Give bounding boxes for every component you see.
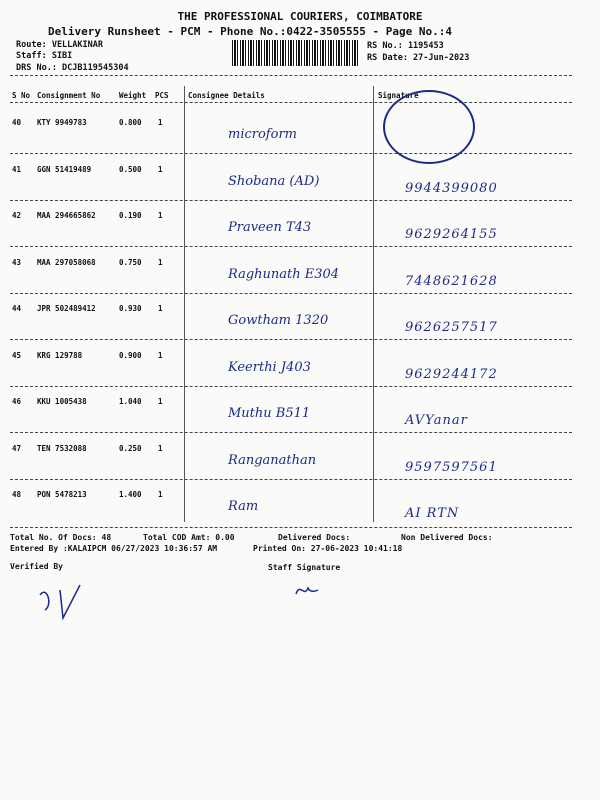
row-consignment: JPR 502489412	[37, 304, 96, 313]
row-signature: 9626257517	[405, 320, 498, 335]
column-header-rule	[10, 102, 572, 103]
header-rule	[10, 75, 572, 76]
row-sno: 43	[12, 257, 22, 267]
row-sno: 40	[12, 118, 22, 127]
row-pcs: 1	[158, 257, 163, 267]
col-consignee: Consignee Details	[188, 91, 265, 100]
row-pcs: 1	[158, 118, 163, 127]
row-consignment: KTY 9949783	[37, 118, 87, 127]
row-pcs: 1	[158, 164, 163, 174]
col-signature: Signature	[378, 91, 419, 100]
row-sno: 42	[12, 211, 22, 220]
row-sno: 45	[12, 350, 22, 360]
row-sno: 46	[12, 397, 22, 406]
col-pcs: PCS	[155, 91, 169, 100]
row-separator	[10, 479, 572, 480]
row-consignee: Muthu B511	[228, 406, 311, 421]
row-pcs: 1	[158, 490, 163, 499]
row-weight: 0.900	[119, 350, 142, 360]
row-weight: 0.190	[119, 211, 142, 220]
printed-on: Printed On: 27-06-2023 10:41:18	[253, 544, 403, 553]
row-sno: 47	[12, 443, 22, 453]
row-separator	[10, 200, 572, 201]
row-pcs: 1	[158, 304, 163, 313]
col-weight: Weight	[119, 91, 147, 100]
staff-signature-label: Staff Signature	[268, 563, 341, 572]
row-separator	[10, 153, 572, 154]
row-pcs: 1	[158, 443, 163, 453]
row-weight: 0.930	[119, 304, 142, 313]
entered-by: Entered By :KALAIPCM 06/27/2023 10:36:57 AM	[10, 544, 218, 553]
row-consignee: Keerthi J403	[228, 359, 311, 375]
row-signature: 9629264155	[405, 227, 498, 242]
row-consignee: microform	[228, 127, 297, 142]
row-pcs: 1	[158, 397, 163, 406]
non-delivered-docs: Non Delivered Docs:	[401, 533, 493, 542]
total-docs: Total No. Of Docs: 48	[10, 533, 112, 542]
row-consignee: Raghunath E304	[228, 266, 340, 282]
drs-number: DRS No.: DCJB119545304	[16, 63, 129, 73]
row-pcs: 1	[158, 350, 163, 360]
col-consignment: Consignment No	[37, 91, 101, 100]
row-weight: 1.040	[119, 397, 142, 406]
footer-rule	[10, 527, 572, 528]
row-consignee: Praveen T43	[228, 220, 312, 235]
row-consignment: KRG 129788	[37, 350, 83, 360]
row-signature: 9629244172	[405, 366, 498, 382]
row-separator	[10, 339, 572, 340]
row-consignee: Gowtham 1320	[228, 313, 329, 328]
row-signature: AI RTN	[405, 506, 460, 521]
row-separator	[10, 386, 572, 387]
row-weight: 0.250	[119, 443, 142, 453]
consignee-divider	[184, 86, 185, 522]
row-consignment: MAA 297058068	[37, 257, 96, 267]
row-signature: AVYanar	[405, 413, 468, 428]
row-signature: 9597597561	[405, 459, 498, 475]
row-separator	[10, 293, 572, 294]
rs-number: RS No.: 1195453	[367, 41, 444, 51]
row-sno: 41	[12, 164, 22, 174]
row-sno: 44	[12, 304, 22, 313]
delivered-docs: Delivered Docs:	[278, 533, 351, 542]
row-separator	[10, 246, 572, 247]
row-consignee: Ram	[228, 499, 259, 514]
row-consignment: PON 5478213	[37, 490, 87, 499]
company-title: THE PROFESSIONAL COURIERS, COIMBATORE	[177, 10, 423, 23]
rs-date: RS Date: 27-Jun-2023	[367, 53, 470, 63]
row-weight: 0.500	[119, 164, 142, 174]
runsheet-subtitle: Delivery Runsheet - PCM - Phone No.:0422-3505555 - Page No.:4	[48, 25, 452, 38]
row-weight: 0.800	[119, 118, 142, 127]
row-signature: 9944399080	[405, 180, 498, 196]
staff-signature	[292, 580, 322, 600]
barcode-image	[232, 40, 360, 66]
row-sno: 48	[12, 490, 22, 499]
signature-divider	[373, 86, 374, 522]
row-separator	[10, 432, 572, 433]
row-consignment: KKU 1005438	[37, 397, 87, 406]
row-consignee: Shobana (AD)	[228, 173, 320, 189]
verified-by-label: Verified By	[10, 562, 63, 571]
row-consignment: MAA 294665862	[37, 211, 96, 220]
route-label: Route: VELLAKINAR	[16, 40, 103, 50]
col-sno: S No	[12, 91, 31, 100]
row-weight: 1.400	[119, 490, 142, 499]
total-cod: Total COD Amt: 0.00	[143, 533, 235, 542]
row-consignee: Ranganathan	[228, 452, 317, 468]
row-weight: 0.750	[119, 257, 142, 267]
row-pcs: 1	[158, 211, 163, 220]
row-consignment: TEN 7532088	[37, 443, 87, 453]
staff-label: Staff: SIBI	[16, 51, 73, 61]
row-signature: 7448621628	[405, 273, 498, 289]
verified-signature	[35, 580, 105, 625]
row-consignment: GGN 51419489	[37, 164, 92, 174]
